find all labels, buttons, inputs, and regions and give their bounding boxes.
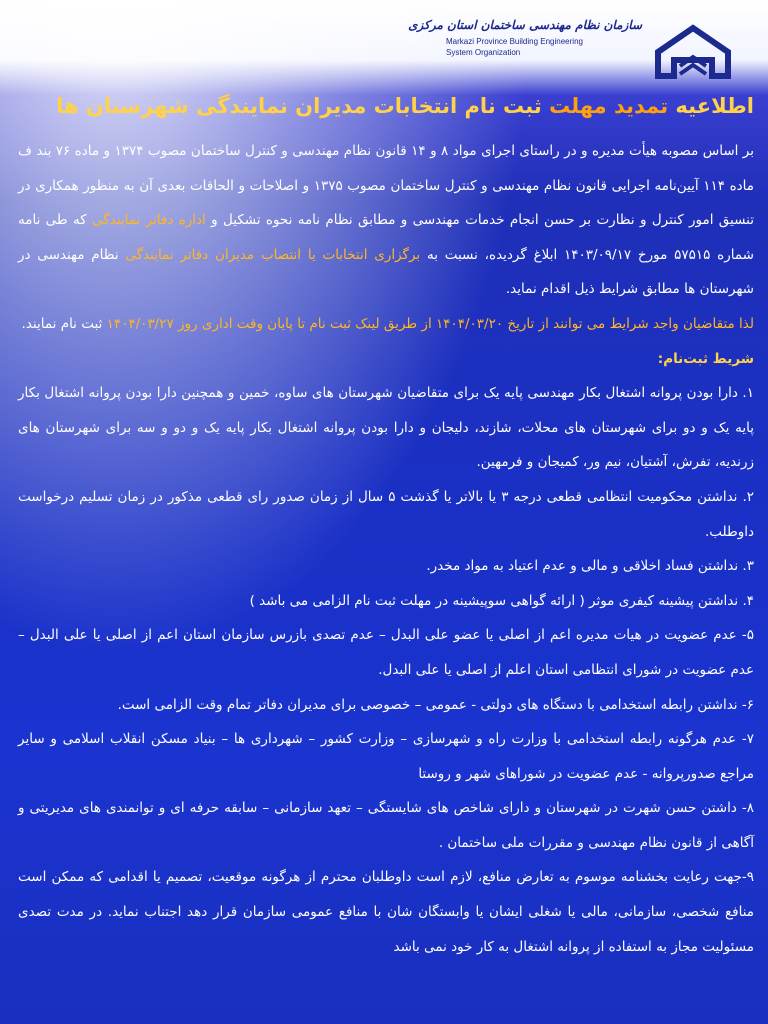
title-highlight: تمدید مهلت: [549, 94, 669, 118]
intro-text-e: نظام مهندسی در شهرستان ها مطابق شرایط ذیل اقدام نماید.: [18, 246, 754, 298]
organization-name-fa: سازمان نظام مهندسی ساختمان استان مرکزی: [408, 18, 642, 32]
condition-8: ۸- داشتن حسن شهرت در شهرستان و دارای شاخص های شایستگی – تعهد سازمانی – سابقه حرفه ای و توانمندی های مدیریتی و آگاهی از قانون نظام مهندسی و مقررات ملی ساختمان .: [18, 800, 754, 851]
condition-1: ۱. دارا بودن پروانه اشتغال بکار مهندسی پایه یک برای متقاضیان شهرستان های ساوه، خمین و همچنین دارا بودن پروانه اشتغال بکار پایه یک و دو برای شهرستان های محلات، شازند، دلیجان و دارا بودن پروانه اشتغال بکار پایه یک و دو و سه برای شهرستان های زرندیه، تفرش، آشتیان، نیم ور، کمیجان و فرمهین.: [18, 385, 754, 471]
condition-2: ۲. نداشتن محکومیت انتظامی قطعی درجه ۳ یا بالاتر یا گذشت ۵ سال از زمان صدور رای قطعی مذکور در زمان تسلیم درخواست داوطلب.: [18, 488, 755, 540]
registration-paragraph: [18, 307, 754, 342]
condition-6: ۶- نداشتن رابطه استخدامی با دستگاه های دولتی - عمومی – خصوصی برای مدیران دفاتر تمام وقت الزامی است.: [117, 696, 754, 713]
intro-paragraph: [18, 134, 754, 307]
organization-logo-icon: [652, 22, 734, 80]
organization-name-en-line2: System Organization: [446, 48, 521, 57]
header: [0, 0, 768, 90]
conditions-heading: شریط ثبت‌نام:: [657, 350, 754, 367]
title-rest: ثبت نام انتخابات مدیران نمایندگی شهرستان ها: [56, 94, 542, 118]
intro-highlight-offices: اداره دفاتر نمایندگی: [91, 212, 206, 229]
organization-name-en: [442, 36, 642, 58]
announcement-title: [14, 94, 754, 118]
condition-9: ۹-جهت رعایت بخشنامه موسوم به تعارض منافع، لازم است داوطلبان محترم از هرگونه موقعیت، تصمیم یا اقدامی که ممکن است منافع شخصی، سازمانی، مالی یا شغلی ایشان یا وابستگان شان با منافع عمومی سازمان قرار دهد اجتناب نماید. در مدت تصدی مسئولیت مجاز به استفاده از پروانه اشتغال به کار خود نمی باشد: [18, 869, 754, 955]
registration-dates: لذا متقاضیان واجد شرایط می توانند از تاریخ ۱۴۰۴/۰۳/۲۰ از طریق لینک ثبت نام تا پایان وقت اداری روز ۱۴۰۴/۰۳/۲۷: [106, 315, 754, 332]
intro-text-a: بر اساس مصوبه هیأت مدیره و در راستای اجرای مواد ۸ و ۱۴ قانون نظام مهندسی و کنترل ساختمان مصوب ۱۳۷۴ و ماده ۷۶ بند ف ماده ۱۱۴ آیین‌نامه اجرایی قانون نظام مهندسی و کنترل ساختمان مصوب ۱۳۷۵ و اصلاحات و الحاقات بعدی آن به منظور همکاری در تنسیق امور کنترل و نظارت بر حسن انجام خدمات مهندسی و مطابق نظام نامه نحوه تشکیل و: [18, 143, 755, 229]
condition-5: ۵- عدم عضویت در هیات مدیره اعم از اصلی یا عضو علی البدل – عدم تصدی بازرس سازمان استان اعم از اصلی یا علی البدل – عدم عضویت در شورای انتظامی استان اعلم از اصلی یا علی البدل.: [18, 627, 754, 678]
title-prefix: اطلاعیه: [675, 94, 754, 118]
intro-text-c: که طی نامه شماره ۵۷۵۱۵ مورخ ۱۴۰۳/۰۹/۱۷ ابلاغ گردیده، نسبت به: [18, 212, 754, 263]
announcement-body: [18, 134, 754, 964]
intro-highlight-elections: برگزاری انتخابات یا انتصاب مدیران دفاتر نمایندگی: [125, 246, 421, 263]
organization-name: [408, 18, 642, 58]
condition-4: ۴. نداشتن پیشینه کیفری موثر ( ارائه گواهی سوپیشینه در مهلت ثبت نام الزامی می باشد ): [249, 592, 754, 609]
organization-name-en-line1: Markazi Province Building Engineering: [446, 37, 583, 46]
condition-3: ۳. نداشتن فساد اخلاقی و مالی و عدم اعتیاد به مواد مخدر.: [426, 558, 754, 575]
condition-7: ۷- عدم هرگونه رابطه استخدامی با وزارت راه و شهرسازی – وزارت کشور – شهرداری ها – بنیاد مسکن انقلاب اسلامی و سایر مراجع صدورپروانه - عدم عضویت در شوراهای شهر و روستا: [18, 731, 754, 782]
registration-end: ثبت نام نمایند.: [21, 315, 103, 332]
